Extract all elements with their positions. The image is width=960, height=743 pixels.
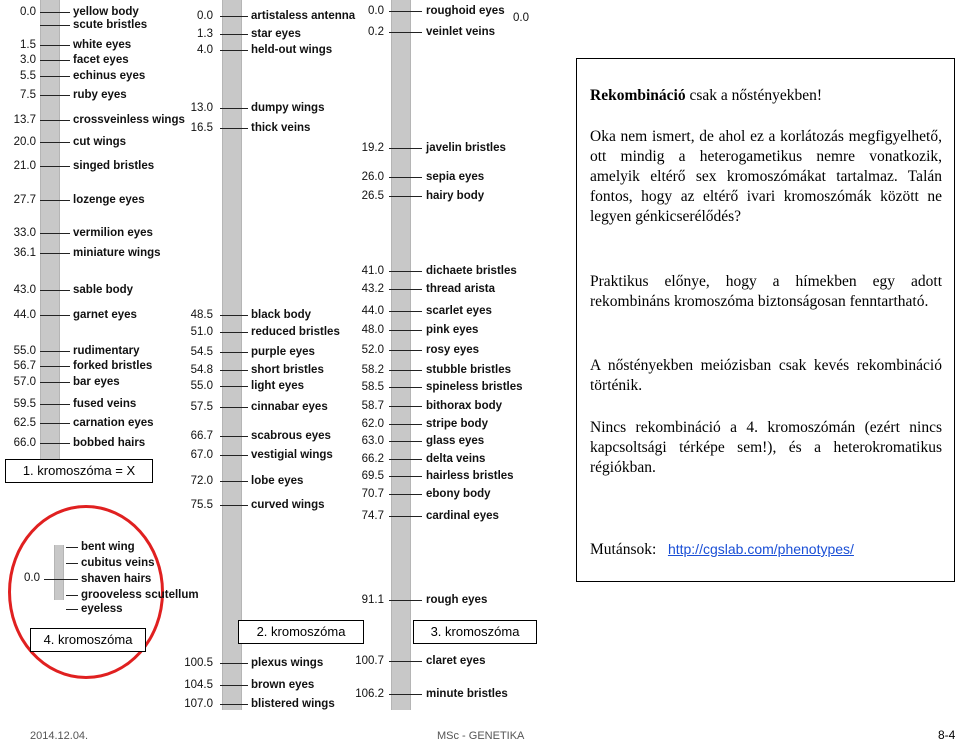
chr2-gene-label: vestigial wings xyxy=(251,449,333,461)
chr3-locus-tick xyxy=(389,406,422,407)
chr3-gene-label: scarlet eyes xyxy=(426,305,492,317)
chr1-position: 20.0 xyxy=(13,136,36,148)
chr2-gene-label: black body xyxy=(251,309,312,321)
chr1-position: 33.0 xyxy=(13,227,36,239)
chr3-position: 58.7 xyxy=(361,400,384,412)
chromosome-3-label: 3. kromoszóma xyxy=(413,620,537,644)
chr3-gene-label: stripe body xyxy=(426,418,488,430)
chr1-gene-label: garnet eyes xyxy=(73,309,137,321)
chr1-locus-tick xyxy=(40,76,70,77)
chr4-gene-connector xyxy=(66,609,78,610)
chr3-gene-label: rough eyes xyxy=(426,594,488,606)
chromosome-2-bar xyxy=(222,0,242,710)
chr2-locus-tick xyxy=(220,436,248,437)
chr4-gene-label: eyeless xyxy=(81,603,123,615)
chr1-gene-label: sable body xyxy=(73,284,134,296)
chr1-position: 27.7 xyxy=(13,194,36,206)
chr1-position: 56.7 xyxy=(13,360,36,372)
chr3-gene-label: pink eyes xyxy=(426,324,479,336)
chr3-gene-label: spineless bristles xyxy=(426,381,523,393)
chr3-locus-tick xyxy=(389,459,422,460)
title-bold: Rekombináció xyxy=(590,87,686,104)
chr2-position: 100.5 xyxy=(184,657,213,669)
chr2-position: 1.3 xyxy=(197,28,213,40)
chr2-locus-tick xyxy=(220,704,248,705)
chr2-locus-tick xyxy=(220,352,248,353)
chr2-gene-label: short bristles xyxy=(251,364,324,376)
chr2-position: 54.8 xyxy=(190,364,213,376)
chr1-position: 66.0 xyxy=(13,437,36,449)
chr1-position: 3.0 xyxy=(20,54,36,66)
chr3-locus-tick xyxy=(389,476,422,477)
chr2-gene-label: plexus wings xyxy=(251,657,324,669)
chr2-gene-label: blistered wings xyxy=(251,698,335,710)
chr3-locus-tick xyxy=(389,600,422,601)
chr2-position: 51.0 xyxy=(190,326,213,338)
explanation-box xyxy=(576,58,955,582)
chromosome-3-bar xyxy=(391,0,411,710)
chr2-locus-tick xyxy=(220,50,248,51)
chr1-position: 44.0 xyxy=(13,309,36,321)
chr3-locus-tick xyxy=(389,177,422,178)
paragraph-1: Oka nem ismert, de ahol ez a korlátozás megfigyelhető, ott mindig a heterogametikus nemre vonatkozik, amelyik eltérő sex kromoszómákat tartalmaz. Talán fontos, hogy az eltérő ivari kromoszómák között ne legyen génkicserélődés? xyxy=(590,128,942,225)
chr1-locus-tick xyxy=(40,166,70,167)
chr3-locus-tick xyxy=(389,441,422,442)
chr1-locus-tick xyxy=(40,142,70,143)
chr3-gene-label: ebony body xyxy=(426,488,491,500)
chr1-gene-label: echinus eyes xyxy=(73,70,146,82)
chr1-gene-label: facet eyes xyxy=(73,54,129,66)
chr3-locus-tick xyxy=(389,387,422,388)
chr1-position: 62.5 xyxy=(13,417,36,429)
chr2-gene-label: light eyes xyxy=(251,380,305,392)
chr1-gene-label: singed bristles xyxy=(73,160,155,172)
chr2-position: 54.5 xyxy=(190,346,213,358)
chromosome-2-label: 2. kromoszóma xyxy=(238,620,364,644)
chr1-gene-label: bar eyes xyxy=(73,376,120,388)
chr2-position: 0.0 xyxy=(197,10,213,22)
chr2-locus-tick xyxy=(220,663,248,664)
chr2-position: 66.7 xyxy=(190,430,213,442)
chr1-locus-tick xyxy=(40,443,70,444)
chr1-gene-label: carnation eyes xyxy=(73,417,154,429)
chr3-extra-position: 0.0 xyxy=(513,12,529,24)
chr3-gene-label: javelin bristles xyxy=(426,142,506,154)
chr3-locus-tick xyxy=(389,196,422,197)
chr2-locus-tick xyxy=(220,370,248,371)
chr2-position: 57.5 xyxy=(190,401,213,413)
chr1-gene-label: scute bristles xyxy=(73,19,148,31)
chr1-gene-label: yellow body xyxy=(73,6,139,18)
chr3-locus-tick xyxy=(389,32,422,33)
chr2-locus-tick xyxy=(220,108,248,109)
footer-page-number: 8-4 xyxy=(938,728,956,742)
chr3-locus-tick xyxy=(389,148,422,149)
chr2-locus-tick xyxy=(220,386,248,387)
chromosome-4-label: 4. kromoszóma xyxy=(30,628,146,652)
chr4-gene-connector xyxy=(66,595,78,596)
chr2-gene-label: held-out wings xyxy=(251,44,333,56)
chr2-position: 13.0 xyxy=(190,102,213,114)
chr3-locus-tick xyxy=(389,330,422,331)
chr1-gene-label: miniature wings xyxy=(73,247,161,259)
chr2-gene-label: brown eyes xyxy=(251,679,315,691)
chr4-gene-label: grooveless scutellum xyxy=(81,589,199,601)
chr2-locus-tick xyxy=(220,34,248,35)
chr3-locus-tick xyxy=(389,694,422,695)
chr3-gene-label: hairless bristles xyxy=(426,470,514,482)
chr1-locus-tick xyxy=(40,200,70,201)
chr4-gene-connector xyxy=(66,579,78,580)
chr3-position: 91.1 xyxy=(361,594,384,606)
chr3-position: 43.2 xyxy=(361,283,384,295)
chr3-position: 0.0 xyxy=(368,5,384,17)
chr3-position: 74.7 xyxy=(361,510,384,522)
footer-date: 2014.12.04. xyxy=(30,730,89,742)
chr3-locus-tick xyxy=(389,11,422,12)
chr1-locus-tick xyxy=(40,95,70,96)
chr4-gene-label: cubitus veins xyxy=(81,557,155,569)
chr2-locus-tick xyxy=(220,481,248,482)
chr2-locus-tick xyxy=(220,315,248,316)
chr2-locus-tick xyxy=(220,685,248,686)
chr2-position: 104.5 xyxy=(184,679,213,691)
chr1-position: 55.0 xyxy=(13,345,36,357)
chr2-gene-label: lobe eyes xyxy=(251,475,304,487)
chr3-position: 100.7 xyxy=(355,655,384,667)
chr1-position: 36.1 xyxy=(13,247,36,259)
chr3-locus-tick xyxy=(389,311,422,312)
chr2-locus-tick xyxy=(220,455,248,456)
chr2-position: 55.0 xyxy=(190,380,213,392)
chr3-gene-label: roughoid eyes xyxy=(426,5,505,17)
chr3-position: 19.2 xyxy=(361,142,384,154)
chr1-locus-tick xyxy=(40,290,70,291)
chr3-gene-label: rosy eyes xyxy=(426,344,480,356)
chr3-locus-tick xyxy=(389,350,422,351)
chr1-locus-tick xyxy=(40,12,70,13)
chr3-position: 70.7 xyxy=(361,488,384,500)
chr1-gene-label: rudimentary xyxy=(73,345,140,357)
chr1-locus-tick xyxy=(40,233,70,234)
chr2-gene-label: thick veins xyxy=(251,122,311,134)
chr2-position: 16.5 xyxy=(190,122,213,134)
chr3-position: 52.0 xyxy=(361,344,384,356)
chr1-locus-tick xyxy=(40,45,70,46)
chr1-locus-tick xyxy=(40,423,70,424)
chr1-gene-label: forked bristles xyxy=(73,360,153,372)
chr4-position: 0.0 xyxy=(24,572,40,584)
chr1-locus-tick xyxy=(40,404,70,405)
chr3-gene-label: minute bristles xyxy=(426,688,508,700)
chr1-position: 1.5 xyxy=(20,39,36,51)
chr3-gene-label: dichaete bristles xyxy=(426,265,517,277)
footer-course: MSc - GENETIKA xyxy=(437,730,525,742)
chr3-position: 44.0 xyxy=(361,305,384,317)
chr1-position: 13.7 xyxy=(13,114,36,126)
chr3-position: 62.0 xyxy=(361,418,384,430)
chr1-gene-label: cut wings xyxy=(73,136,127,148)
chr1-position: 7.5 xyxy=(20,89,36,101)
mutants-link[interactable]: http://cgslab.com/phenotypes/ xyxy=(667,541,854,557)
chr1-locus-tick xyxy=(40,120,70,121)
chr4-gene-label: bent wing xyxy=(81,541,135,553)
chr2-gene-label: reduced bristles xyxy=(251,326,340,338)
chromosome-1-label: 1. kromoszóma = X xyxy=(5,459,153,483)
chr1-position: 21.0 xyxy=(13,160,36,172)
chr1-position: 5.5 xyxy=(20,70,36,82)
chr3-locus-tick xyxy=(389,661,422,662)
chr1-locus-tick xyxy=(40,351,70,352)
chr2-position: 107.0 xyxy=(184,698,213,710)
chr3-gene-label: hairy body xyxy=(426,190,485,202)
chr3-gene-label: thread arista xyxy=(426,283,496,295)
chr3-position: 41.0 xyxy=(361,265,384,277)
chr3-position: 58.5 xyxy=(361,381,384,393)
chr4-gene-connector xyxy=(66,563,78,564)
chr3-locus-tick xyxy=(389,289,422,290)
paragraph-3: A nőstényekben meiózisban csak kevés rekombináció történik. xyxy=(590,357,942,394)
chr1-gene-label: vermilion eyes xyxy=(73,227,153,239)
chr1-locus-tick xyxy=(40,366,70,367)
chr1-locus-tick xyxy=(40,253,70,254)
chr1-gene-label: white eyes xyxy=(73,39,132,51)
chr3-locus-tick xyxy=(389,424,422,425)
chr2-gene-label: dumpy wings xyxy=(251,102,325,114)
chr2-locus-tick xyxy=(220,332,248,333)
chr1-position: 43.0 xyxy=(13,284,36,296)
chr2-gene-label: purple eyes xyxy=(251,346,315,358)
chr3-locus-tick xyxy=(389,370,422,371)
chr3-position: 48.0 xyxy=(361,324,384,336)
chr3-locus-tick xyxy=(389,516,422,517)
chr2-position: 48.5 xyxy=(190,309,213,321)
paragraph-2: Praktikus előnye, hogy a hímekben egy adott rekombináns kromoszóma biztonságosan fenntartható. xyxy=(590,273,942,310)
chr3-position: 58.2 xyxy=(361,364,384,376)
chr3-locus-tick xyxy=(389,271,422,272)
chr2-gene-label: curved wings xyxy=(251,499,325,511)
chr1-position: 0.0 xyxy=(20,6,36,18)
chr3-gene-label: delta veins xyxy=(426,453,486,465)
chr2-gene-label: artistaless antenna xyxy=(251,10,356,22)
chr4-gene-connector xyxy=(66,547,78,548)
chr3-gene-label: claret eyes xyxy=(426,655,486,667)
paragraph-4: Nincs rekombináció a 4. kromoszómán (ezért nincs kapcsoltsági térképe sem!), és a heterokromatikus régiókban. xyxy=(590,419,942,476)
chr3-gene-label: veinlet veins xyxy=(426,26,496,38)
chr2-position: 67.0 xyxy=(190,449,213,461)
title-rest: csak a nőstényekben! xyxy=(685,87,823,104)
chr3-gene-label: cardinal eyes xyxy=(426,510,499,522)
chr3-position: 63.0 xyxy=(361,435,384,447)
chr1-gene-label: bobbed hairs xyxy=(73,437,146,449)
chr2-gene-label: scabrous eyes xyxy=(251,430,331,442)
chr3-position: 26.0 xyxy=(361,171,384,183)
chr3-position: 106.2 xyxy=(355,688,384,700)
chr3-locus-tick xyxy=(389,494,422,495)
chr2-gene-label: star eyes xyxy=(251,28,301,40)
mutants-line xyxy=(590,539,942,560)
chr2-position: 75.5 xyxy=(190,499,213,511)
chr1-position: 59.5 xyxy=(13,398,36,410)
chr1-locus-tick xyxy=(40,382,70,383)
chr1-gene-label: lozenge eyes xyxy=(73,194,145,206)
chr1-locus-tick xyxy=(40,60,70,61)
chr3-position: 26.5 xyxy=(361,190,384,202)
chr1-gene-label: crossveinless wings xyxy=(73,114,185,126)
chr2-locus-tick xyxy=(220,407,248,408)
mutants-label: Mutánsok: xyxy=(590,541,657,558)
chromosome-1-bar xyxy=(40,0,60,470)
chr2-gene-label: cinnabar eyes xyxy=(251,401,328,413)
chr3-position: 0.2 xyxy=(368,26,384,38)
chr2-locus-tick xyxy=(220,128,248,129)
chr3-position: 66.2 xyxy=(361,453,384,465)
chr1-position: 57.0 xyxy=(13,376,36,388)
chr3-gene-label: stubble bristles xyxy=(426,364,511,376)
chr2-locus-tick xyxy=(220,505,248,506)
chr3-gene-label: bithorax body xyxy=(426,400,503,412)
chr1-locus-tick xyxy=(40,315,70,316)
chr1-gene-label: ruby eyes xyxy=(73,89,127,101)
chr2-locus-tick xyxy=(220,16,248,17)
chr4-gene-label: shaven hairs xyxy=(81,573,152,585)
chr3-gene-label: glass eyes xyxy=(426,435,485,447)
chr2-position: 72.0 xyxy=(190,475,213,487)
chr3-position: 69.5 xyxy=(361,470,384,482)
chr3-gene-label: sepia eyes xyxy=(426,171,485,183)
chr1-gene-label: fused veins xyxy=(73,398,137,410)
chr2-position: 4.0 xyxy=(197,44,213,56)
chr1-locus-tick xyxy=(40,25,70,26)
title-line xyxy=(590,86,942,106)
